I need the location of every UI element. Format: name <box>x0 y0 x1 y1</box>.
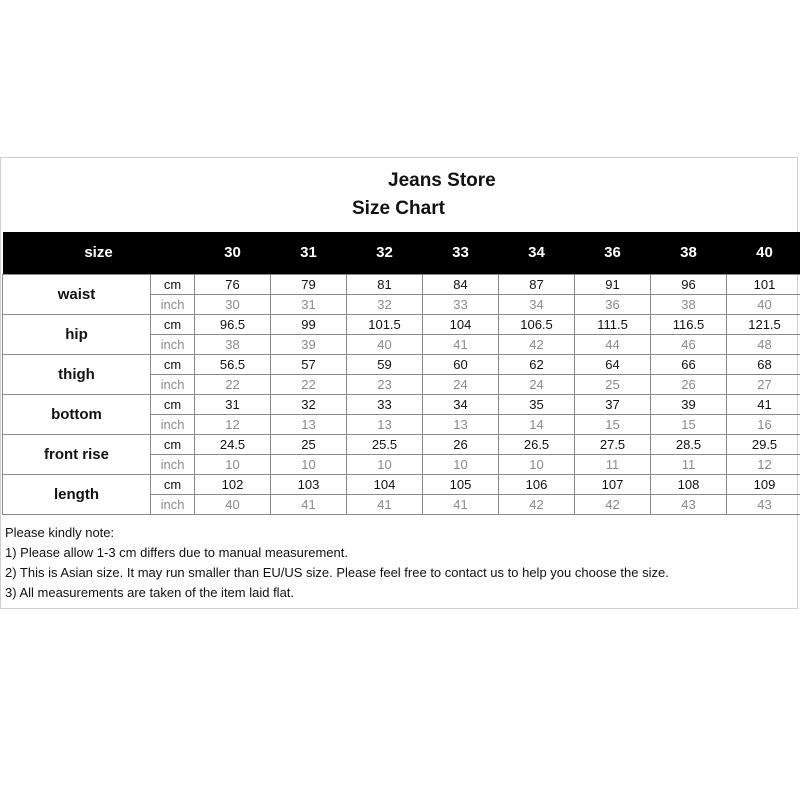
measurement-cell: 33 <box>347 394 423 414</box>
measurement-cell: 44 <box>575 334 651 354</box>
measurement-cell: 27 <box>727 374 800 394</box>
measurement-cell: 27.5 <box>575 434 651 454</box>
measurement-cell: 105 <box>423 474 499 494</box>
measurement-cell: 38 <box>651 294 727 314</box>
measurement-cell: 13 <box>347 414 423 434</box>
measurement-cell: 41 <box>347 494 423 514</box>
measurement-cell: 28.5 <box>651 434 727 454</box>
table-row <box>3 474 800 494</box>
measurement-cell: 32 <box>271 394 347 414</box>
measurement-cell: 62 <box>499 354 575 374</box>
measurement-cell: 34 <box>499 294 575 314</box>
measurement-cell: 24.5 <box>195 434 271 454</box>
measurement-cell: 11 <box>575 454 651 474</box>
store-title: Jeans Store <box>388 170 496 191</box>
size-header: 36 <box>604 244 621 262</box>
size-header: 38 <box>680 244 697 262</box>
measurement-cell: 59 <box>347 354 423 374</box>
measure-label: front rise <box>3 434 151 474</box>
table-row <box>3 274 800 294</box>
measurement-cell: 104 <box>423 314 499 334</box>
measurement-cell: 31 <box>271 294 347 314</box>
measurement-cell: 13 <box>271 414 347 434</box>
measurement-cell: 41 <box>423 334 499 354</box>
measurement-cell: 40 <box>195 494 271 514</box>
table-row <box>3 314 800 334</box>
unit-label: cm <box>151 474 195 494</box>
measurement-cell: 12 <box>195 414 271 434</box>
unit-label: inch <box>151 374 195 394</box>
measurement-cell: 10 <box>499 454 575 474</box>
measurement-cell: 11 <box>651 454 727 474</box>
unit-label: cm <box>151 354 195 374</box>
measurement-cell: 37 <box>575 394 651 414</box>
unit-label: inch <box>151 454 195 474</box>
measurement-cell: 91 <box>575 274 651 294</box>
size-header: 32 <box>376 244 393 262</box>
measurement-cell: 26.5 <box>499 434 575 454</box>
size-table <box>2 232 800 515</box>
measurement-cell: 23 <box>347 374 423 394</box>
chart-title: Size Chart <box>352 198 445 219</box>
unit-label: cm <box>151 394 195 414</box>
measure-label: hip <box>3 314 151 354</box>
note-heading: Please kindly note: <box>5 525 115 540</box>
measurement-cell: 84 <box>423 274 499 294</box>
size-header: 30 <box>224 244 241 262</box>
measurement-cell: 41 <box>727 394 800 414</box>
table-row <box>3 434 800 454</box>
size-header: 33 <box>452 244 469 262</box>
measurement-cell: 101 <box>727 274 800 294</box>
measurement-cell: 10 <box>195 454 271 474</box>
measurement-cell: 116.5 <box>651 314 727 334</box>
measure-label: waist <box>3 274 151 314</box>
measurement-cell: 60 <box>423 354 499 374</box>
table-row <box>3 394 800 414</box>
measurement-cell: 25.5 <box>347 434 423 454</box>
note-line: 3) All measurements are taken of the item laid flat. <box>5 585 295 600</box>
measurement-cell: 39 <box>271 334 347 354</box>
measurement-cell: 24 <box>499 374 575 394</box>
measure-label: length <box>3 474 151 514</box>
measurement-cell: 25 <box>271 434 347 454</box>
measurement-cell: 36 <box>575 294 651 314</box>
measurement-cell: 42 <box>499 334 575 354</box>
measurement-cell: 10 <box>423 454 499 474</box>
measurement-cell: 30 <box>195 294 271 314</box>
table-header-row <box>3 232 800 274</box>
measurement-cell: 32 <box>347 294 423 314</box>
measurement-cell: 38 <box>195 334 271 354</box>
unit-label: inch <box>151 414 195 434</box>
unit-label: cm <box>151 274 195 294</box>
measurement-cell: 56.5 <box>195 354 271 374</box>
unit-label: cm <box>151 314 195 334</box>
measurement-cell: 57 <box>271 354 347 374</box>
measurement-cell: 42 <box>499 494 575 514</box>
measurement-cell: 26 <box>651 374 727 394</box>
measurement-cell: 15 <box>575 414 651 434</box>
measurement-cell: 101.5 <box>347 314 423 334</box>
measurement-cell: 106.5 <box>499 314 575 334</box>
measurement-cell: 12 <box>727 454 800 474</box>
measurement-cell: 46 <box>651 334 727 354</box>
measurement-cell: 33 <box>423 294 499 314</box>
size-header-label: size <box>84 244 113 262</box>
measurement-cell: 64 <box>575 354 651 374</box>
measure-label: bottom <box>3 394 151 434</box>
measurement-cell: 103 <box>271 474 347 494</box>
size-header: 40 <box>756 244 773 262</box>
measurement-cell: 29.5 <box>727 434 800 454</box>
measurement-cell: 66 <box>651 354 727 374</box>
measurement-cell: 41 <box>423 494 499 514</box>
measurement-cell: 39 <box>651 394 727 414</box>
measurement-cell: 68 <box>727 354 800 374</box>
table-row <box>3 354 800 374</box>
size-header: 34 <box>528 244 545 262</box>
measurement-cell: 42 <box>575 494 651 514</box>
measurement-cell: 104 <box>347 474 423 494</box>
measurement-cell: 87 <box>499 274 575 294</box>
measurement-cell: 43 <box>651 494 727 514</box>
measurement-cell: 41 <box>271 494 347 514</box>
measurement-cell: 31 <box>195 394 271 414</box>
measurement-cell: 79 <box>271 274 347 294</box>
measurement-cell: 40 <box>727 294 800 314</box>
measurement-cell: 40 <box>347 334 423 354</box>
measurement-cell: 108 <box>651 474 727 494</box>
measurement-cell: 22 <box>271 374 347 394</box>
measurement-cell: 15 <box>651 414 727 434</box>
measurement-cell: 10 <box>347 454 423 474</box>
measurement-cell: 96.5 <box>195 314 271 334</box>
notes <box>5 523 669 603</box>
measurement-cell: 25 <box>575 374 651 394</box>
measurement-cell: 26 <box>423 434 499 454</box>
unit-label: inch <box>151 334 195 354</box>
measurement-cell: 76 <box>195 274 271 294</box>
measurement-cell: 22 <box>195 374 271 394</box>
unit-label: inch <box>151 294 195 314</box>
measurement-cell: 96 <box>651 274 727 294</box>
measurement-cell: 102 <box>195 474 271 494</box>
note-line: 2) This is Asian size. It may run smaller than EU/US size. Please feel free to contact us to help you choose the size. <box>5 565 669 580</box>
measurement-cell: 106 <box>499 474 575 494</box>
note-line: 1) Please allow 1-3 cm differs due to manual measurement. <box>5 545 348 560</box>
measurement-cell: 109 <box>727 474 800 494</box>
unit-label: cm <box>151 434 195 454</box>
measurement-cell: 14 <box>499 414 575 434</box>
measure-label: thigh <box>3 354 151 394</box>
measurement-cell: 13 <box>423 414 499 434</box>
measurement-cell: 48 <box>727 334 800 354</box>
size-header: 31 <box>300 244 317 262</box>
measurement-cell: 121.5 <box>727 314 800 334</box>
unit-label: inch <box>151 494 195 514</box>
measurement-cell: 10 <box>271 454 347 474</box>
measurement-cell: 111.5 <box>575 314 651 334</box>
measurement-cell: 24 <box>423 374 499 394</box>
measurement-cell: 34 <box>423 394 499 414</box>
measurement-cell: 43 <box>727 494 800 514</box>
measurement-cell: 81 <box>347 274 423 294</box>
measurement-cell: 107 <box>575 474 651 494</box>
measurement-cell: 99 <box>271 314 347 334</box>
measurement-cell: 35 <box>499 394 575 414</box>
measurement-cell: 16 <box>727 414 800 434</box>
